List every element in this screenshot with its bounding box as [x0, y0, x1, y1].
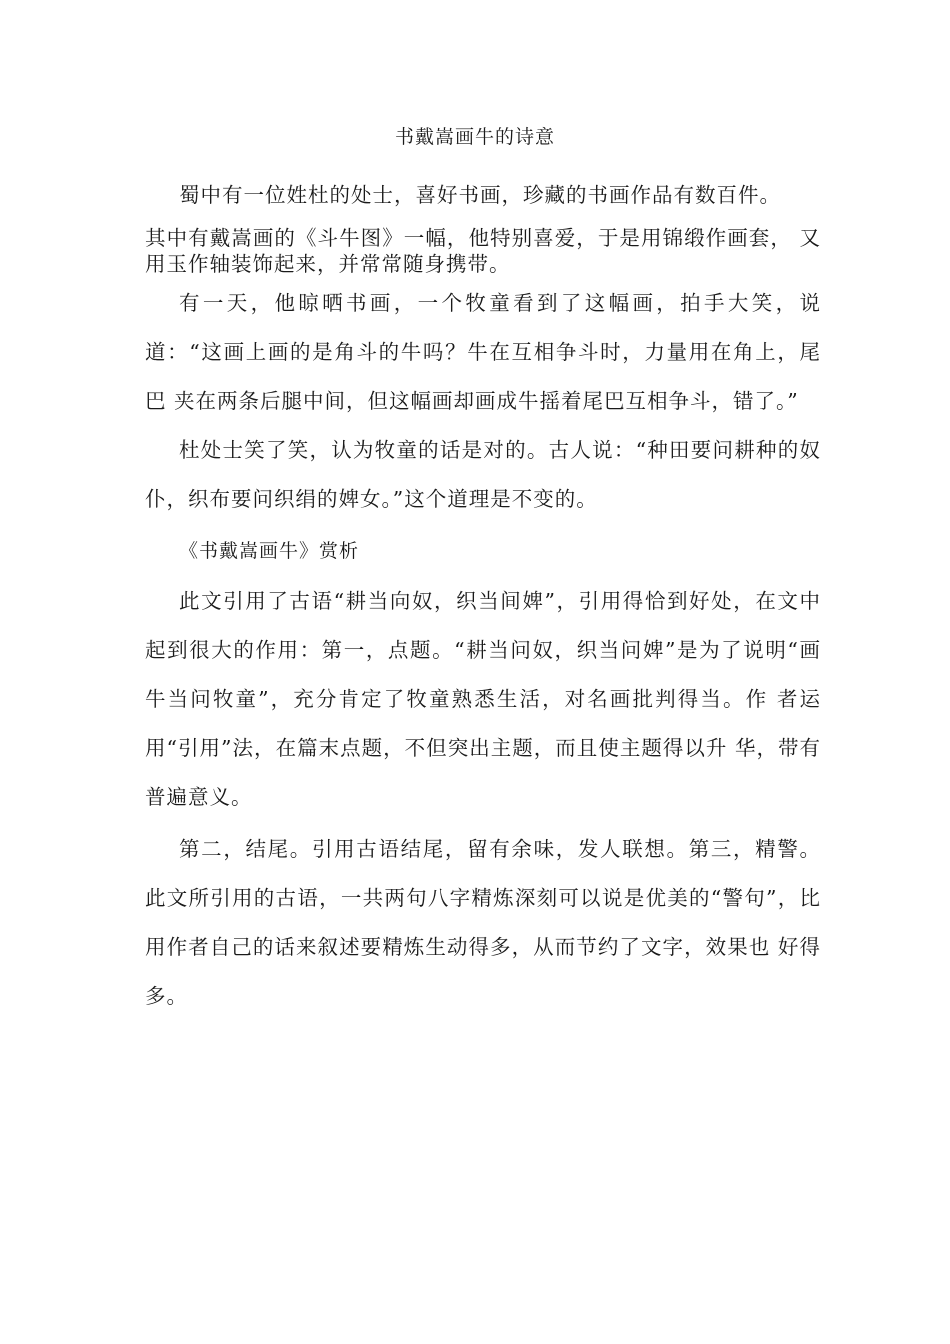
- paragraph-intro: 蜀中有一位姓杜的处士，喜好书画，珍藏的书画作品有数百件。: [179, 183, 781, 207]
- analysis-paragraph-second: 第二，结尾。引用古语结尾，留有余味，发人联想。第三，精警。此文所引用的古语，一共两句八字精炼深刻可以说是优美的“警句”，比用作者自己的话来叙述要精炼生动得多，从而节约了文字，效果也 好得多。: [145, 837, 821, 1008]
- paragraph-proverb: 杜处士笑了笑，认为牧童的话是对的。古人说：“种田要问耕种的奴仆，织布要问织绢的婢女。”这个道理是不变的。: [145, 438, 821, 511]
- analysis-paragraph-first: 此文引用了古语“耕当向奴，织当间婢”，引用得恰到好处，在文中起到很大的作用：第一，点题。“耕当问奴，织当问婢”是为了说明“画牛当问牧童”，充分肯定了牧童熟悉生活，对名画批判得当。作 者运用“引用”法，在篇末点题，不但突出主题，而且使主题得以升 华，带有普遍意义。: [145, 589, 821, 809]
- analysis-title: 《书戴嵩画牛》赏析: [179, 540, 360, 562]
- document-title: 书戴嵩画牛的诗意: [394, 126, 555, 148]
- paragraph-herd-boy: 有一天，他晾晒书画，一个牧童看到了这幅画，拍手大笑，说道：“这画上画的是角斗的牛吗？牛在互相争斗时，力量用在角上，尾巴 夹在两条后腿中间，但这幅画却画成牛摇着尾巴互相争斗，错了。”: [145, 291, 821, 413]
- paragraph-painting: 其中有戴嵩画的《斗牛图》一幅，他特别喜爱，于是用锦缎作画套， 又用玉作轴装饰起来，并常常随身携带。: [145, 226, 821, 276]
